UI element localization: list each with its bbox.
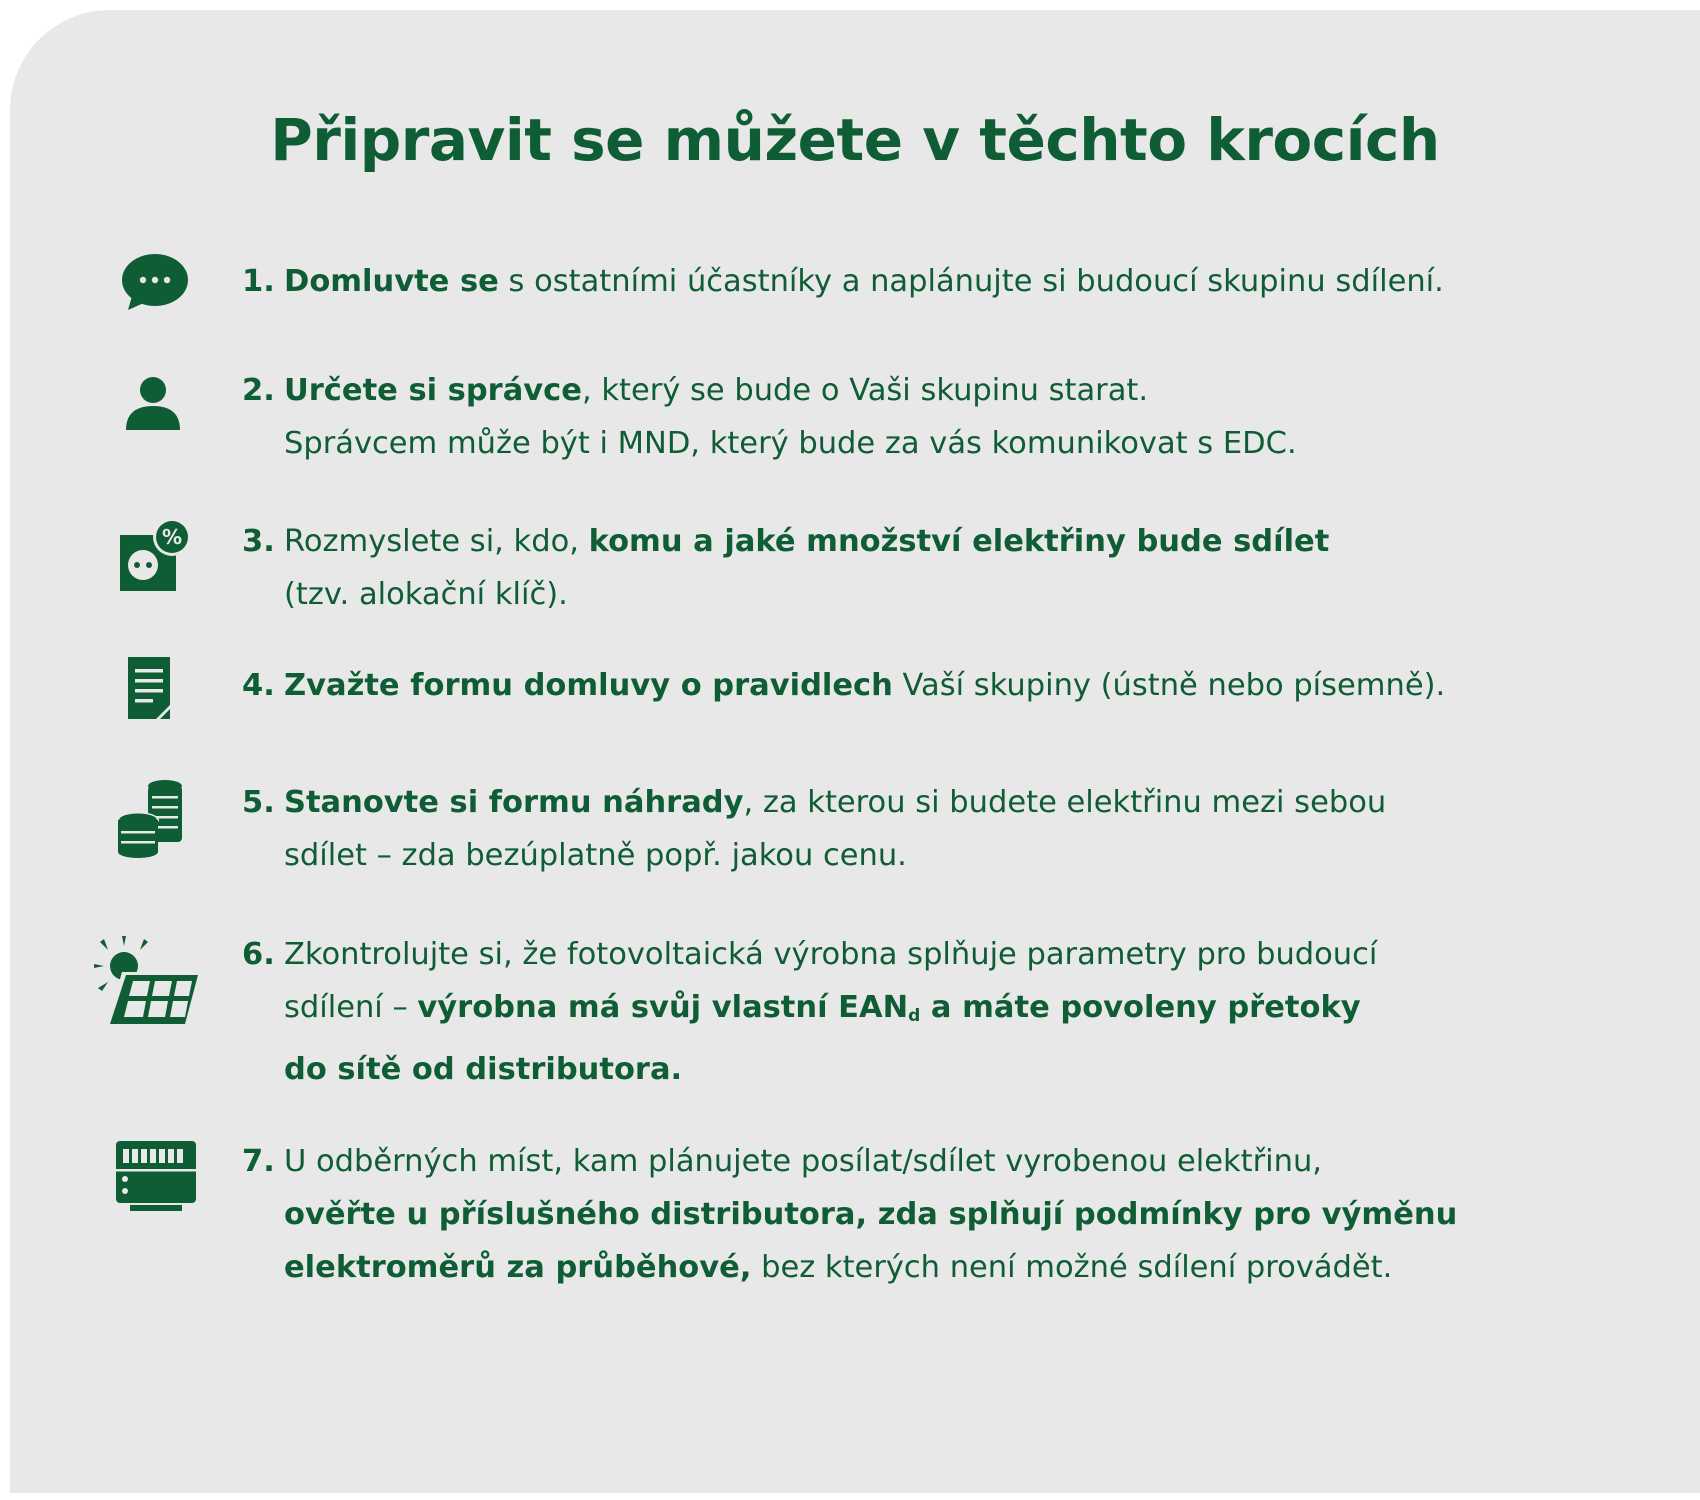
page-title: Připravit se můžete v těchto krocích: [270, 106, 1440, 174]
document-icon: [110, 655, 200, 745]
step-6-text: 6. Zkontrolujte si, že fotovoltaická výrobna splňuje parametry pro budoucí sdílení – výrobna má svůj vlastní $EAN_d$ a máte povoleny přetoky do sítě od distributora.: [242, 928, 1377, 1096]
step-number: 2.: [242, 373, 275, 408]
chat-bubble-icon: [110, 250, 200, 340]
electricity-meter-icon: [110, 1133, 200, 1223]
step-number: 1.: [242, 264, 275, 299]
step-4-text: 4. Zvažte formu domluvy o pravidlech Vaší skupiny (ústně nebo písemně).: [242, 659, 1445, 712]
socket-percent-icon: [110, 513, 200, 603]
step-2-text: 2. Určete si správce, který se bude o Vaši skupinu starat. Správcem může být i MND, který bude za vás komunikovat s EDC.: [242, 364, 1297, 470]
step-number: 5.: [242, 785, 275, 820]
solar-panel-icon: [86, 928, 206, 1018]
svg-text:%: %: [161, 525, 183, 549]
steps-card: [10, 10, 1700, 1493]
step-3-text: 3. Rozmyslete si, kdo, komu a jaké množství elektřiny bude sdílet (tzv. alokační klíč).: [242, 515, 1329, 621]
step-number: 3.: [242, 524, 275, 559]
coins-icon: [110, 778, 200, 868]
step-1-text: 1. Domluvte se s ostatními účastníky a naplánujte si budoucí skupinu sdílení.: [242, 255, 1444, 308]
step-number: 4.: [242, 668, 275, 703]
step-number: 7.: [242, 1144, 275, 1179]
step-number: 6.: [242, 937, 275, 972]
step-7-text: 7. U odběrných míst, kam plánujete posílat/sdílet vyrobenou elektřinu, ověřte u příslušného distributora, zda splňují podmínky pro výměnu elektroměrů za průběhové, bez kterých není možné sdílení provádět.: [242, 1135, 1457, 1294]
person-icon: [110, 375, 200, 465]
step-5-text: 5. Stanovte si formu náhrady, za kterou si budete elektřinu mezi sebou sdílet – zda bezúplatně popř. jakou cenu.: [242, 776, 1386, 882]
